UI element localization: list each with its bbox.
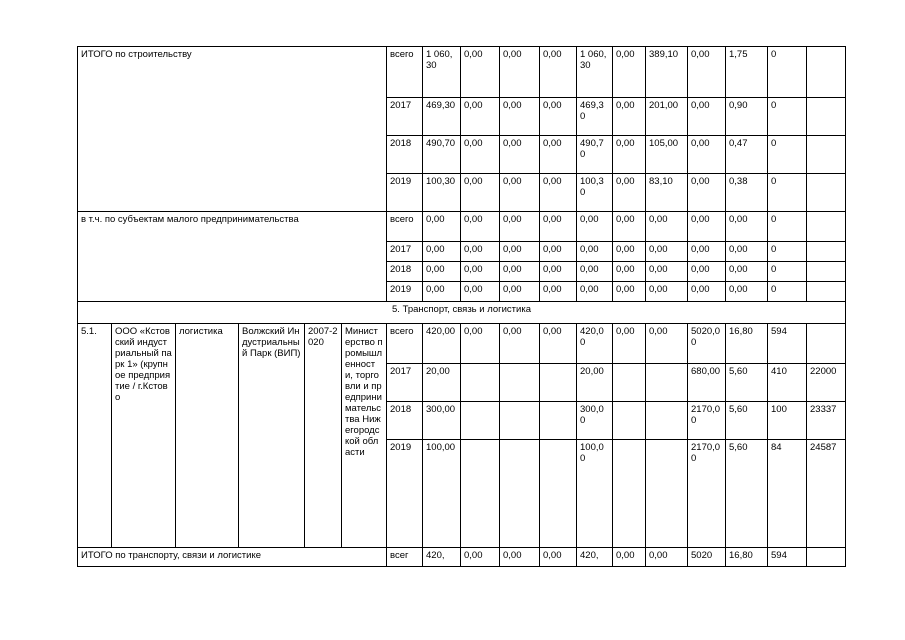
period-cell: всего (387, 47, 423, 98)
value-cell: 0,00 (500, 47, 540, 98)
value-cell: 0 (768, 47, 807, 98)
value-cell (807, 548, 846, 567)
value-cell: 100,30 (423, 174, 461, 212)
value-cell (807, 262, 846, 282)
value-cell (540, 440, 577, 548)
value-cell: 469,30 (423, 98, 461, 136)
value-cell: 0,00 (613, 282, 646, 302)
value-cell: 83,10 (646, 174, 688, 212)
period-cell: 2018 (387, 136, 423, 174)
value-cell: 100,30 (577, 174, 613, 212)
value-cell: 0,00 (540, 98, 577, 136)
value-cell (807, 282, 846, 302)
value-cell: 22000 (807, 364, 846, 402)
value-cell: 1 060,30 (577, 47, 613, 98)
period-cell: 2018 (387, 262, 423, 282)
project-number: 5.1. (78, 324, 112, 548)
value-cell: 0,00 (688, 262, 726, 282)
period-cell: 2018 (387, 402, 423, 440)
value-cell: 594 (768, 324, 807, 364)
value-cell (500, 440, 540, 548)
value-cell: 0,00 (726, 262, 768, 282)
value-cell: 0,00 (540, 282, 577, 302)
value-cell: 0,00 (540, 548, 577, 567)
value-cell: 0,00 (688, 282, 726, 302)
value-cell: 0 (768, 242, 807, 262)
value-cell: 0,00 (500, 262, 540, 282)
period-cell: 2017 (387, 364, 423, 402)
period-cell: 2019 (387, 440, 423, 548)
value-cell: 2170,00 (688, 402, 726, 440)
value-cell: 100,00 (423, 440, 461, 548)
value-cell: 0,00 (646, 212, 688, 242)
table-body (78, 47, 846, 567)
value-cell: 0,00 (613, 47, 646, 98)
value-cell: 389,10 (646, 47, 688, 98)
value-cell: 1 060,30 (423, 47, 461, 98)
value-cell: 1,75 (726, 47, 768, 98)
value-cell: 0,00 (646, 282, 688, 302)
value-cell (646, 440, 688, 548)
value-cell: 0,90 (726, 98, 768, 136)
value-cell: 23337 (807, 402, 846, 440)
table-row (78, 548, 846, 567)
section-title: 5. Транспорт, связь и логистика (78, 302, 846, 324)
value-cell (807, 242, 846, 262)
value-cell: 201,00 (646, 98, 688, 136)
value-cell: 0,00 (646, 262, 688, 282)
value-cell: 0 (768, 98, 807, 136)
value-cell (807, 174, 846, 212)
value-cell (613, 364, 646, 402)
value-cell: 490,70 (577, 136, 613, 174)
value-cell: 0,00 (688, 212, 726, 242)
value-cell: 0,00 (461, 324, 500, 364)
value-cell: 300,00 (577, 402, 613, 440)
value-cell: 410 (768, 364, 807, 402)
period-cell: 2017 (387, 98, 423, 136)
value-cell: 5,60 (726, 364, 768, 402)
value-cell (807, 136, 846, 174)
value-cell (807, 47, 846, 98)
period-cell: 2019 (387, 282, 423, 302)
value-cell: 0,00 (613, 242, 646, 262)
value-cell: 0,00 (646, 242, 688, 262)
value-cell: 0 (768, 282, 807, 302)
value-cell: 0,00 (461, 136, 500, 174)
value-cell (461, 364, 500, 402)
project-period: 2007-2020 (305, 324, 342, 548)
value-cell: 0,38 (726, 174, 768, 212)
value-cell (646, 364, 688, 402)
period-cell: 2017 (387, 242, 423, 262)
value-cell: 0,00 (613, 262, 646, 282)
value-cell: 0,00 (613, 136, 646, 174)
value-cell (540, 402, 577, 440)
value-cell: 0,00 (423, 242, 461, 262)
investment-table (77, 46, 846, 567)
value-cell: 0,00 (688, 242, 726, 262)
value-cell: 0,00 (613, 98, 646, 136)
value-cell: 5,60 (726, 402, 768, 440)
value-cell: 0,00 (540, 242, 577, 262)
value-cell: 0,00 (500, 174, 540, 212)
value-cell: 0,00 (613, 324, 646, 364)
value-cell: 0,00 (688, 47, 726, 98)
table-row (78, 324, 846, 364)
value-cell: 105,00 (646, 136, 688, 174)
value-cell (613, 440, 646, 548)
value-cell: 0,00 (646, 324, 688, 364)
value-cell: 300,00 (423, 402, 461, 440)
value-cell (540, 364, 577, 402)
value-cell: 0,00 (461, 242, 500, 262)
table-row (78, 212, 846, 242)
value-cell: 16,80 (726, 548, 768, 567)
value-cell: 0,00 (646, 548, 688, 567)
project-name: ООО «Кстовский индустриальный парк 1» (крупное предприятие / г.Кстово (112, 324, 176, 548)
value-cell: 5020,00 (688, 324, 726, 364)
value-cell (461, 402, 500, 440)
value-cell: 0,00 (540, 47, 577, 98)
value-cell (500, 402, 540, 440)
period-cell: всего (387, 212, 423, 242)
value-cell: 2170,00 (688, 440, 726, 548)
value-cell: 0,00 (613, 212, 646, 242)
value-cell: 0,00 (423, 262, 461, 282)
period-cell: всего (387, 324, 423, 364)
value-cell: 100,00 (577, 440, 613, 548)
value-cell (807, 324, 846, 364)
value-cell: 0,00 (500, 212, 540, 242)
value-cell: 0,00 (726, 282, 768, 302)
table-row (78, 302, 846, 324)
value-cell (461, 440, 500, 548)
value-cell: 0,00 (461, 98, 500, 136)
value-cell: 420, (423, 548, 461, 567)
value-cell: 20,00 (577, 364, 613, 402)
value-cell: 0,00 (688, 174, 726, 212)
value-cell: 0,00 (500, 548, 540, 567)
value-cell: 5020 (688, 548, 726, 567)
value-cell: 420,00 (577, 324, 613, 364)
value-cell: 0,00 (500, 242, 540, 262)
value-cell (613, 402, 646, 440)
table-row (78, 47, 846, 98)
construction-total-label: ИТОГО по строительству (78, 47, 387, 212)
value-cell: 0 (768, 174, 807, 212)
value-cell (807, 98, 846, 136)
value-cell: 0,47 (726, 136, 768, 174)
value-cell: 0,00 (726, 212, 768, 242)
value-cell: 0,00 (500, 282, 540, 302)
value-cell (500, 364, 540, 402)
value-cell: 0,00 (461, 262, 500, 282)
period-cell: всег (387, 548, 423, 567)
value-cell: 5,60 (726, 440, 768, 548)
value-cell: 680,00 (688, 364, 726, 402)
value-cell: 0,00 (500, 98, 540, 136)
period-cell: 2019 (387, 174, 423, 212)
value-cell: 0,00 (461, 548, 500, 567)
value-cell: 420,00 (423, 324, 461, 364)
value-cell: 0,00 (423, 282, 461, 302)
value-cell: 0,00 (500, 136, 540, 174)
value-cell: 0,00 (540, 262, 577, 282)
value-cell (646, 402, 688, 440)
value-cell: 0,00 (461, 47, 500, 98)
value-cell: 0,00 (688, 136, 726, 174)
value-cell: 0,00 (577, 212, 613, 242)
value-cell: 594 (768, 548, 807, 567)
value-cell: 0,00 (461, 282, 500, 302)
value-cell: 0,00 (500, 324, 540, 364)
value-cell: 420, (577, 548, 613, 567)
value-cell: 0 (768, 136, 807, 174)
value-cell: 0,00 (688, 98, 726, 136)
project-sector: логистика (176, 324, 239, 548)
value-cell: 0 (768, 262, 807, 282)
value-cell (807, 212, 846, 242)
value-cell: 0,00 (613, 174, 646, 212)
value-cell: 0,00 (577, 242, 613, 262)
value-cell: 0,00 (540, 212, 577, 242)
project-location: Волжский Индустриальный Парк (ВИП) (239, 324, 305, 548)
value-cell: 469,30 (577, 98, 613, 136)
value-cell: 0,00 (423, 212, 461, 242)
transport-total-label: ИТОГО по транспорту, связи и логистике (78, 548, 387, 567)
value-cell: 0,00 (613, 548, 646, 567)
value-cell: 0,00 (461, 174, 500, 212)
value-cell: 20,00 (423, 364, 461, 402)
value-cell: 0,00 (540, 324, 577, 364)
value-cell: 100 (768, 402, 807, 440)
value-cell: 0,00 (577, 262, 613, 282)
value-cell: 0,00 (540, 174, 577, 212)
value-cell: 84 (768, 440, 807, 548)
value-cell: 0,00 (577, 282, 613, 302)
project-responsible: Министерство промышленности, торговли и предпринимательства Нижегородской области (342, 324, 387, 548)
value-cell: 0 (768, 212, 807, 242)
value-cell: 24587 (807, 440, 846, 548)
value-cell: 0,00 (540, 136, 577, 174)
value-cell: 0,00 (726, 242, 768, 262)
value-cell: 16,80 (726, 324, 768, 364)
value-cell: 490,70 (423, 136, 461, 174)
value-cell: 0,00 (461, 212, 500, 242)
small-business-label: в т.ч. по субъектам малого предпринимательства (78, 212, 387, 302)
